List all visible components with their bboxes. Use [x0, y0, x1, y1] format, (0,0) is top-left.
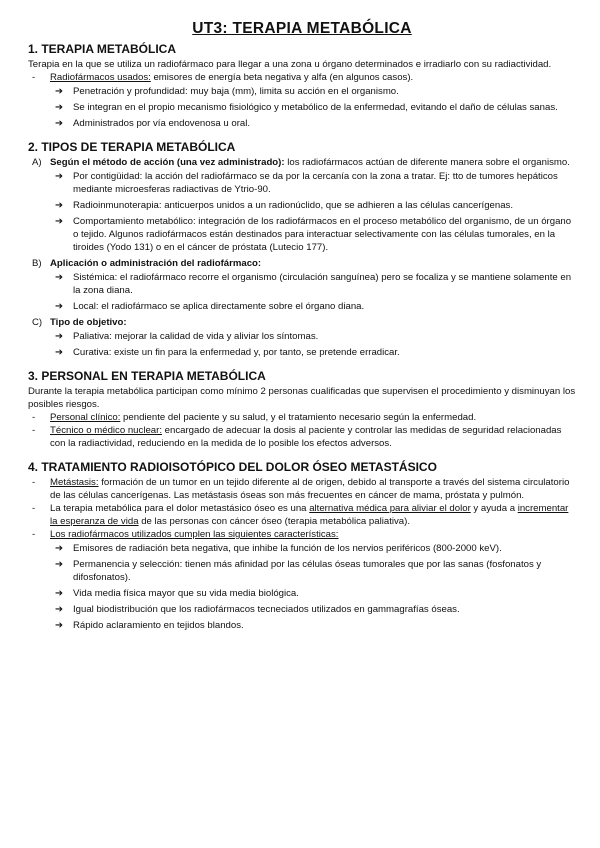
item-c-label: Tipo de objetivo:: [50, 317, 127, 328]
arrow-icon: ➔: [55, 171, 64, 182]
section-4-dash-item: [28, 528, 576, 541]
list-item: [28, 587, 576, 600]
list-item: [28, 85, 576, 98]
list-item-text: Permanencia y selección: tienen más afinidad por las células óseas tumorales que por las sanas (fosfonatos y difosfonatos).: [73, 559, 542, 583]
section-3-heading: 3. PERSONAL EN TERAPIA METABÓLICA: [28, 369, 266, 383]
underlined-run: incrementar la esperanza de vida: [50, 503, 569, 527]
personal-clinico-text: pendiente del paciente y su salud, y el tratamiento necesario según la enfermedad.: [120, 412, 477, 423]
list-item-text: Por contigüidad: la acción del radiofármaco se da por la cercanía con la zona a tratar. Ej: tto de tumores hepáticos mediante microesferas radiactivas de Ytrio-90.: [73, 171, 558, 195]
list-item: [28, 300, 576, 313]
list-item-text: Radioinmunoterapia: anticuerpos unidos a un radionúclido, que se adhieren a las células cancerígenas.: [73, 200, 514, 211]
arrow-icon: ➔: [55, 272, 64, 283]
list-item-text: Se integran en el propio mecanismo fisiológico y metabólico de la enfermedad, evitando el daño de células sanas.: [73, 102, 558, 113]
list-item-text: Curativa: existe un fin para la enfermedad y, por tanto, se pretende erradicar.: [73, 347, 400, 358]
section-2-item-b: [28, 257, 576, 270]
arrow-icon: ➔: [55, 347, 64, 358]
list-item-text: Paliativa: mejorar la calidad de vida y aliviar los síntomas.: [73, 331, 319, 342]
list-item: [28, 619, 576, 632]
list-item: [28, 330, 576, 343]
tecnico-label: Técnico o médico nuclear:: [50, 425, 162, 436]
list-item: [28, 117, 576, 130]
list-item: [28, 170, 576, 196]
section-4-heading: 4. TRATAMIENTO RADIOISOTÓPICO DEL DOLOR ÓSEO METASTÁSICO: [28, 460, 437, 474]
list-item-text: Penetración y profundidad: muy baja (mm), limita su acción en el organismo.: [73, 86, 399, 97]
caracteristicas-label: Los radiofármacos utilizados cumplen las siguientes características:: [50, 529, 339, 540]
section-4-dash-item: [28, 476, 576, 502]
list-item: [28, 542, 576, 555]
list-item-text: Sistémica: el radiofármaco recorre el organismo (circulación sanguínea) pero se focaliza y se mantiene solamente en la zona diana.: [73, 272, 572, 296]
list-item: [28, 558, 576, 584]
arrow-icon: ➔: [55, 301, 64, 312]
item-a-text: los radiofármacos actúan de diferente manera sobre el organismo.: [284, 157, 570, 168]
list-item-text: Vida media física mayor que su vida media biológica.: [73, 588, 299, 599]
list-item-text: Administrados por vía endovenosa u oral.: [73, 118, 251, 129]
list-item: [28, 199, 576, 212]
arrow-icon: ➔: [55, 604, 64, 615]
arrow-icon: ➔: [55, 331, 64, 342]
tecnico-text: encargado de adecuar la dosis al paciente y controlar las medidas de seguridad relacionadas con la radiactividad, reduciendo en la medida de lo posible los efectos adversos.: [50, 425, 562, 449]
item-letter: B): [32, 258, 42, 269]
arrow-icon: ➔: [55, 588, 64, 599]
list-item: [28, 603, 576, 616]
section-1-intro: Terapia en la que se utiliza un radiofármaco para llegar a una zona u órgano determinados e irradiarlo con su radiactividad.: [28, 59, 552, 70]
list-item: [28, 215, 576, 254]
section-3-dash-item: [28, 424, 576, 450]
section-1-dash-item: [28, 71, 576, 84]
item-letter: C): [32, 317, 43, 328]
radiofarmacos-usados-label: Radiofármacos usados:: [50, 72, 151, 83]
section-4-dash-item: [28, 502, 576, 528]
list-item: [28, 271, 576, 297]
section-1-heading: 1. TERAPIA METABÓLICA: [28, 42, 177, 56]
radiofarmacos-usados-text: emisores de energía beta negativa y alfa (en algunos casos).: [150, 72, 414, 83]
item-a-label: Según el método de acción (una vez administrado):: [50, 157, 285, 168]
text-run: de las personas con cáncer óseo (terapia metabólica paliativa).: [138, 516, 410, 527]
item-b-label: Aplicación o administración del radiofármaco:: [50, 258, 262, 269]
text-run: La terapia metabólica para el dolor metastásico óseo es una: [50, 503, 310, 514]
section-2-item-a: [28, 156, 576, 169]
personal-clinico-label: Personal clínico:: [50, 412, 121, 423]
list-item-text: Igual biodistribución que los radiofármacos tecneciados utilizados en gammagrafías óseas.: [73, 604, 460, 615]
item-letter: A): [32, 157, 42, 168]
arrow-icon: ➔: [55, 620, 64, 631]
list-item-text: Emisores de radiación beta negativa, que inhibe la función de los nervios periféricos (800-2000 keV).: [73, 543, 502, 554]
arrow-icon: ➔: [55, 200, 64, 211]
document-title: UT3: TERAPIA METABÓLICA: [192, 20, 412, 37]
arrow-icon: ➔: [55, 102, 64, 113]
metastasis-text: formación de un tumor en un tejido diferente al de origen, debido al transporte a través del sistema circulatorio de las células cancerígenas. Las metástasis óseas son más frecuentes en cáncer de mama, próstata y pulmón.: [50, 477, 570, 501]
arrow-icon: ➔: [55, 86, 64, 97]
section-3-intro: Durante la terapia metabólica participan como mínimo 2 personas cualificadas que supervisen el procedimiento y disminuyan los posibles riesgos.: [28, 386, 576, 410]
arrow-icon: ➔: [55, 118, 64, 129]
arrow-icon: ➔: [55, 543, 64, 554]
text-run: y ayuda a: [470, 503, 518, 514]
underlined-run: alternativa médica para aliviar el dolor: [309, 503, 471, 514]
list-item-text: Rápido aclaramiento en tejidos blandos.: [73, 620, 244, 631]
metastasis-label: Metástasis:: [50, 477, 99, 488]
arrow-icon: ➔: [55, 216, 64, 227]
list-item-text: Comportamiento metabólico: integración de los radiofármacos en el proceso metabólico del organismo, de un órgano o tejido. Algunos radiofármacos están destinados para interactuar selectivamente con las células tumorales, en la tiroides (Yodo 131) o en el cáncer de próstata (Lutecio 177).: [73, 216, 572, 253]
list-item-text: Local: el radiofármaco se aplica directamente sobre el órgano diana.: [73, 301, 365, 312]
section-3-dash-item: [28, 411, 576, 424]
arrow-icon: ➔: [55, 559, 64, 570]
list-item: [28, 101, 576, 114]
document-page: [28, 20, 576, 635]
list-item: [28, 346, 576, 359]
section-2-item-c: [28, 316, 576, 329]
section-2-heading: 2. TIPOS DE TERAPIA METABÓLICA: [28, 140, 236, 154]
